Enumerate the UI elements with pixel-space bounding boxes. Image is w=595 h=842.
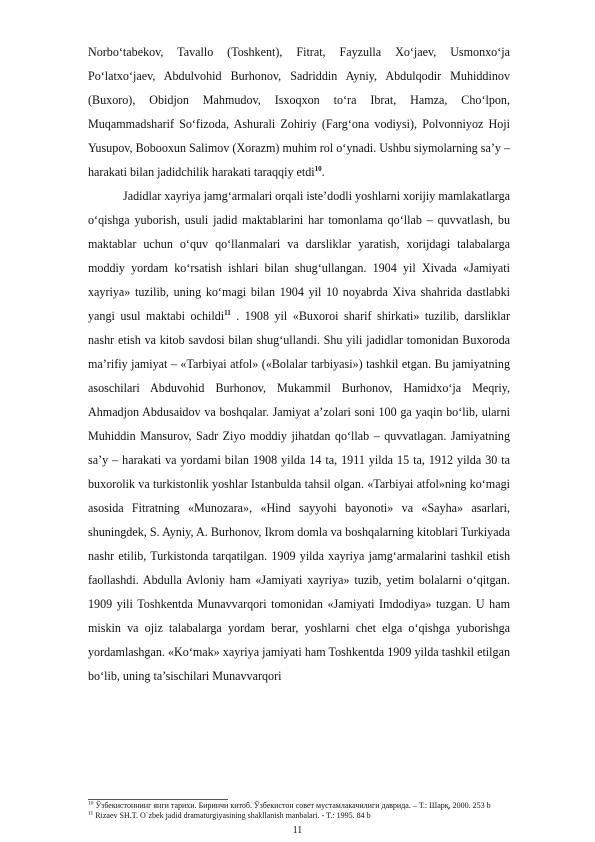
main-text [88, 40, 510, 688]
footnote-text-10: Ўзбекистоннинг янги тарихи. Биринчи китоб. Ўзбекистон совет мустамлакачилиги даврида. – Т.: Шарқ, 2000. 253 b [93, 801, 491, 810]
footnote-ref-10[interactable]: 10 [314, 164, 322, 173]
footnote-ref-11[interactable]: 11 [224, 308, 231, 317]
footnote-10 [88, 801, 510, 811]
footnotes [88, 801, 510, 821]
page-number: 11 [292, 825, 303, 836]
paragraph-2-text-b: . 1908 yil «Buxoroi sharif shirkati» tuzilib, darsliklar nashr etish va kitob savdosi bilan shug‘ullandi. Shu yili jadidlar tomonidan Buxoroda ma’rifiy jamiyat – «Tarbiyai atfol» («Bolalar tarbiyasi») tashkil etgan. Bu jamiyatning asoschilari Abduvohid Burhonov, Mukammil Burhonov, Hamidxo‘ja Meqriy, Ahmadjon Abdusaidov va boshqalar. Jamiyat a’zolari soni 100 ga yaqin bo‘lib, ularni Muhiddin Mansurov, Sadr Ziyo moddiy jihatdan qo‘llab – quvvatlagan. Jamiyatning sa’y – harakati va yordami bilan 1908 yilda 14 ta, 1911 yilda 15 ta, 1912 yilda 30 ta buxorolik va turkistonlik yoshlar Istanbulda tahsil olgan. «Tarbiyai atfol»ning ko‘magi asosida Fitratning «Munozara», «Hind sayyohi bayonoti» va «Sayha» asarlari, shuningdek, S. Ayniy, A. Burhonov, Ikrom domla va boshqalarning kitoblari Turkiyada nashr etilib, Turkistonda tarqatilgan. 1909 yilda xayriya jamg‘armalarini tashkil etish faollashdi. Abdulla Avloniy ham «Jamiyati xayriya» tuzib, yetim bolalarni o‘qitgan. 1909 yili Toshkentda Munavvarqori tomonidan «Jamiyati Imdodiya» tuzgan. U ham miskin va ojiz talabalarga yordam berar, yoshlarni chet elga o‘qishga yuborishga yordamlashgan. «Ko‘mak» xayriya jamiyati ham Toshkentda 1909 yilda tashkil etilgan bo‘lib, uning ta’sischilari Munavvarqori [88, 309, 510, 683]
footnote-text-11: Rizaev SH.T. O`zbek jadid dramaturgiyasining shakllanish manbalari. - T.: 1995. 84 b [93, 811, 371, 820]
footnote-num-11: 11 [88, 810, 94, 817]
paragraph-1 [88, 40, 510, 184]
footnote-num-10: 10 [88, 800, 94, 807]
paragraph-2-text-a: Jadidlar xayriya jamg‘armalari orqali iste’dodli yoshlarni xorijiy mamlakatlarga o‘qishga yuborish, usuli jadid maktablarini har tomonlama qo‘llab – quvvatlash, bu maktablar uchun o‘quv qo‘llanmalari va darsliklar yaratish, xorijdagi talabalarga moddiy yordam ko‘rsatish ishlari bilan shug‘ullangan. 1904 yil Xivada «Jamiyati xayriya» tuzilib, uning ko‘magi bilan 1904 yil 10 noyabrda Xiva shahrida dastlabki yangi usul maktabi ochildi [88, 189, 510, 323]
paragraph-1-text: Norbo‘tabekov, Tavallo (Toshkent), Fitrat, Fayzulla Xo‘jaev, Usmonxo‘ja Po‘latxo‘jaev, Abdulvohid Burhonov, Sadriddin Ayniy, Abdulqodir Muhiddinov (Buxoro), Obidjon Mahmudov, Isxoqxon to‘ra Ibrat, Hamza, Cho‘lpon, Muqammadsharif So‘fizoda, Ashurali Zohiriy (Farg‘ona vodiysi), Polvonniyoz Hoji Yusupov, Bobooxun Salimov (Xorazm) muhim rol o‘ynadi. Ushbu siymolarning sa’y – harakati bilan jadidchilik harakati taraqqiy etdi [88, 45, 510, 179]
paragraph-2 [88, 184, 510, 688]
paragraph-1-end: . [321, 165, 325, 179]
footnote-11 [88, 811, 510, 821]
footnote-divider [88, 799, 228, 800]
